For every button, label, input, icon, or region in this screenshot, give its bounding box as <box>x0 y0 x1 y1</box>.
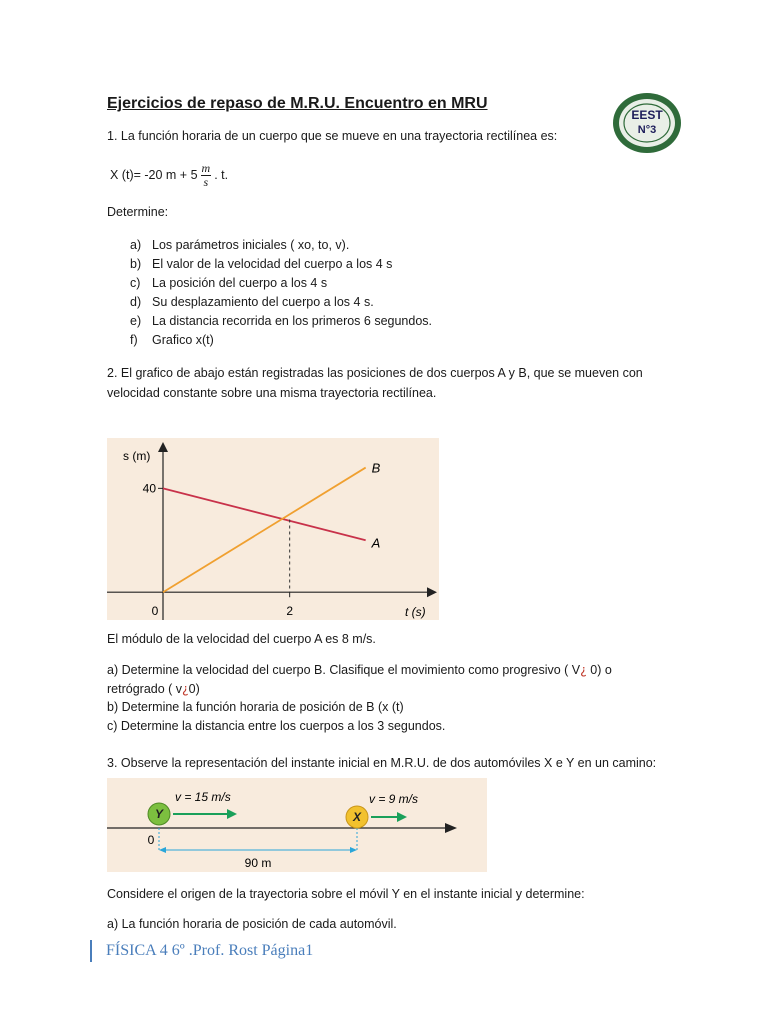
q2-after-chart: El módulo de la velocidad del cuerpo A es 8 m/s. <box>107 632 376 646</box>
road-diagram <box>107 778 487 872</box>
formula-post: . t. <box>214 168 229 182</box>
q2-a-line1: a) Determine la velocidad del cuerpo B. Clasifique el movimiento como progresivo ( V¿ 0) o <box>107 662 612 677</box>
list-item: f) Grafico x(t) <box>130 333 214 347</box>
list-item: c) La posición del cuerpo a los 4 s <box>130 276 328 290</box>
car-x-label: X <box>352 810 362 824</box>
page-title: Ejercicios de repaso de M.R.U. Encuentro en MRU <box>107 95 488 112</box>
fraction-numerator: m <box>201 160 211 175</box>
inequality-symbol: ¿ <box>580 662 587 677</box>
q2-c: c) Determine la distancia entre los cuerpos a los 3 segundos. <box>107 719 446 733</box>
list-item: b) El valor de la velocidad del cuerpo a los 4 s <box>130 257 393 271</box>
x-axis-label: t (s) <box>405 605 426 619</box>
series-b-label: B <box>371 460 381 476</box>
q1-list <box>130 236 432 350</box>
school-logo <box>612 92 682 154</box>
logo-line1: EEST <box>631 108 663 122</box>
q1-statement: 1. La función horaria de un cuerpo que se mueve en una trayectoria rectilínea es: <box>107 129 558 143</box>
car-y-label: Y <box>154 807 164 821</box>
q1-determine: Determine: <box>107 205 169 219</box>
list-item: d) Su desplazamiento del cuerpo a los 4 s. <box>130 295 374 309</box>
page-footer: FÍSICA 4 6º .Prof. Rost Página1 <box>90 940 313 962</box>
q3-consider: Considere el origen de la trayectoria sobre el móvil Y en el instante inicial y determine: <box>107 887 585 901</box>
car-y-velocity-label: v = 15 m/s <box>175 790 231 804</box>
distance-label: 90 m <box>244 856 272 870</box>
list-item: e) La distancia recorrida en los primeros 6 segundos. <box>130 314 433 328</box>
series-a-label: A <box>371 535 381 551</box>
logo-line2: N°3 <box>637 124 657 136</box>
x-tick-label-0: 0 <box>151 604 159 618</box>
q3-a: a) La función horaria de posición de cada automóvil. <box>107 917 397 931</box>
y-axis-label: s (m) <box>123 449 151 463</box>
formula-pre: X (t)= -20 m + 5 <box>110 168 198 182</box>
fraction-denominator: s <box>203 174 209 189</box>
q2-line2: velocidad constante sobre una misma trayectoria rectilínea. <box>107 386 437 400</box>
position-time-chart <box>107 438 439 620</box>
origin-label: 0 <box>147 833 155 847</box>
q2-b: b) Determine la función horaria de posición de B (x (t) <box>107 700 404 714</box>
formula-fraction <box>201 162 212 189</box>
q3-statement: 3. Observe la representación del instante inicial en M.R.U. de dos automóviles X e Y en un camino: <box>107 756 657 770</box>
inequality-symbol: ¿ <box>182 681 189 696</box>
x-tick-label-2: 2 <box>286 604 294 618</box>
diagram-background <box>107 778 487 872</box>
list-item: a) Los parámetros iniciales ( xo, to, v). <box>130 238 350 252</box>
q2-a-line2: retrógrado ( v¿0) <box>107 681 200 696</box>
y-tick-label-40: 40 <box>142 481 156 496</box>
q1-formula <box>110 158 228 192</box>
q2-line1: 2. El grafico de abajo están registradas las posiciones de dos cuerpos A y B, que se mueven con <box>107 366 643 380</box>
car-x-velocity-label: v = 9 m/s <box>369 792 419 806</box>
